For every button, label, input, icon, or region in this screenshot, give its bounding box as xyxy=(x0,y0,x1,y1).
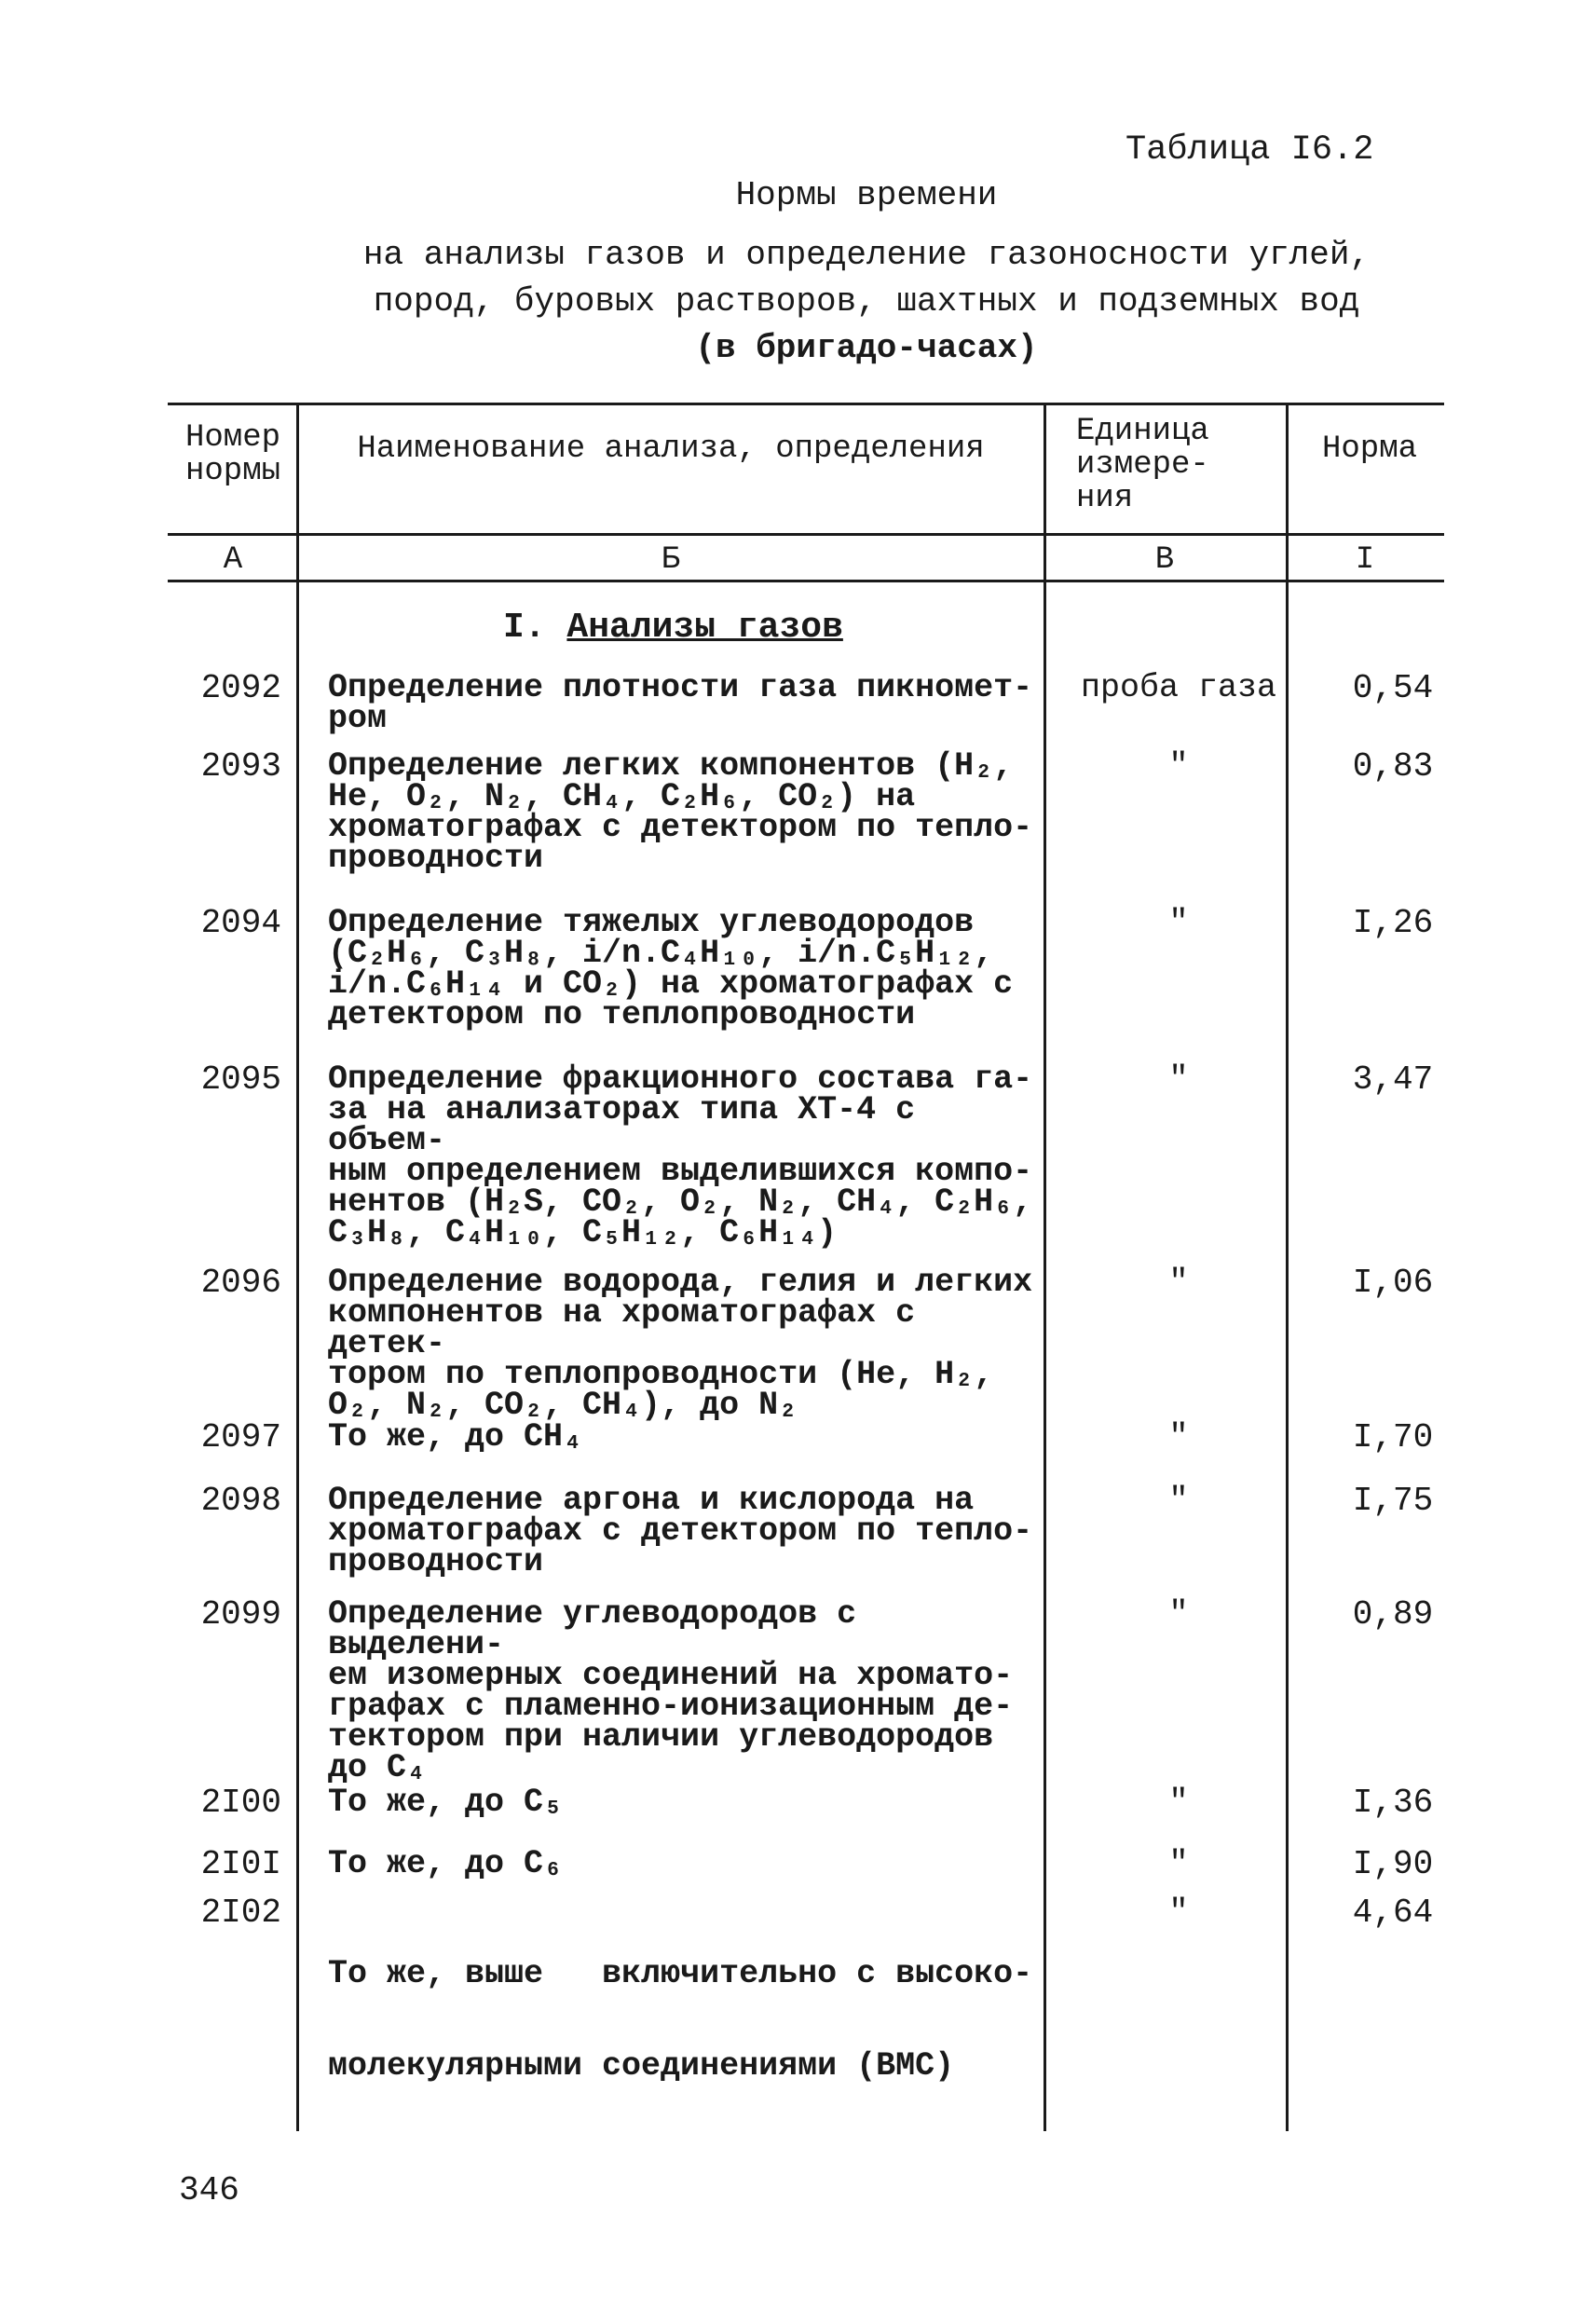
row-number: 2097 xyxy=(200,1418,281,1456)
row-unit: " xyxy=(1168,904,1189,941)
row-number: 2096 xyxy=(200,1264,281,1302)
row-number: 2093 xyxy=(200,747,281,786)
row-norm: 4,64 xyxy=(1352,1894,1434,1932)
row-number: 2I0I xyxy=(200,1845,281,1883)
row-norm: 3,47 xyxy=(1352,1060,1434,1099)
row-name-line: Определение тяжелых углеводородов xyxy=(328,904,975,941)
page-number: 346 xyxy=(179,2171,239,2209)
row-norm: 0,89 xyxy=(1352,1595,1434,1634)
row-norm: 0,83 xyxy=(1352,747,1434,786)
header-bottom-rule xyxy=(168,533,1444,536)
row-name xyxy=(328,669,1045,737)
header-unit-line-1: Единица xyxy=(1076,414,1209,449)
row-name-line: ром xyxy=(328,700,388,737)
title-line-4: (в бригадо-часах) xyxy=(695,329,1038,367)
row-name-line: i/n.C₆H₁₄ и CO₂) на хроматографах с xyxy=(328,965,1014,1003)
column-letter-i: I xyxy=(1355,542,1375,578)
row-name-line: Определение аргона и кислорода на xyxy=(328,1482,975,1519)
row-norm: I,06 xyxy=(1352,1264,1434,1302)
row-number: 2098 xyxy=(200,1482,281,1520)
row-name-line: C₃H₈, C₄H₁₀, C₅H₁₂, C₆H₁₄) xyxy=(328,1214,838,1251)
row-name xyxy=(328,1845,1045,1882)
row-unit: " xyxy=(1168,1482,1189,1519)
row-unit: " xyxy=(1168,747,1189,785)
row-norm: I,90 xyxy=(1352,1845,1434,1883)
row-name-line: Определение легких компонентов (H₂, xyxy=(328,747,1014,785)
header-unit-line-3: ния xyxy=(1076,481,1134,516)
row-name-line: нентов (H₂S, CO₂, O₂, N₂, CH₄, C₂H₆, xyxy=(328,1183,1033,1221)
row-name xyxy=(328,1897,1045,2113)
row-norm: I,26 xyxy=(1352,904,1434,942)
row-name-line: детектором по теплопроводности xyxy=(328,996,916,1033)
row-name-line: компонентов на хроматографах с детек- xyxy=(328,1294,916,1362)
row-unit: " xyxy=(1168,1894,1189,1931)
title-line-3: пород, буровых растворов, шахтных и подземных вод xyxy=(373,282,1360,321)
header-number-of-norm xyxy=(172,421,293,488)
row-name xyxy=(328,1482,1045,1580)
row-unit: " xyxy=(1168,1060,1189,1098)
column-letter-b: Б xyxy=(661,542,681,578)
row-norm: 0,54 xyxy=(1352,669,1434,707)
row-name-line: Определение плотности газа пикномет- xyxy=(328,669,1033,706)
header-number-line-2: нормы xyxy=(184,454,281,489)
row-name-line: Определение водорода, гелия и легких xyxy=(328,1264,1033,1301)
row-number: 2I02 xyxy=(200,1894,281,1932)
header-norm: Норма xyxy=(1321,431,1418,467)
row-number: 2099 xyxy=(200,1595,281,1634)
row-name xyxy=(328,1595,1045,1786)
row-name xyxy=(328,904,1045,1033)
row-unit: " xyxy=(1168,1595,1189,1633)
row-unit: " xyxy=(1168,1264,1189,1301)
row-name-line: O₂, N₂, CO₂, CH₄), до N₂ xyxy=(328,1387,798,1424)
row-name-line: (C₂H₆, C₃H₈, i/n.C₄H₁₀, i/n.C₅H₁₂, xyxy=(328,935,994,972)
row-name-line: То же, выше включительно с высоко- xyxy=(328,1955,1033,1992)
row-name-line: проводности xyxy=(328,1543,544,1580)
row-name xyxy=(328,747,1045,877)
header-unit-line-2: измере- xyxy=(1076,447,1209,483)
row-number: 2092 xyxy=(200,669,281,707)
row-unit: " xyxy=(1168,1845,1189,1882)
row-name-line: хроматографах с детектором по тепло- xyxy=(328,1512,1033,1550)
row-name-line: Определение фракционного состава га- xyxy=(328,1060,1033,1098)
row-name-line: ным определением выделившихся компо- xyxy=(328,1153,1033,1190)
row-norm: I,75 xyxy=(1352,1482,1434,1520)
title-line-2: на анализы газов и определение газоносности углей, xyxy=(362,236,1371,274)
header-number-line-1: Номер xyxy=(184,420,281,456)
row-name-line: He, O₂, N₂, CH₄, C₂H₆, CO₂) на xyxy=(328,778,916,815)
section-name: Анализы газов xyxy=(566,608,843,648)
row-name-line: молекулярными соединениями (ВМС) xyxy=(328,2047,955,2085)
header-analysis-name: Наименование анализа, определения xyxy=(357,431,985,467)
header-unit xyxy=(1076,415,1262,515)
row-unit: " xyxy=(1168,1418,1189,1456)
title-line-1: Нормы времени xyxy=(735,176,998,214)
row-name-line: графах с пламенно-ионизационным де- xyxy=(328,1688,1014,1725)
row-number: 2I00 xyxy=(200,1784,281,1822)
row-name-line: хроматографах с детектором по тепло- xyxy=(328,809,1033,846)
row-name-line: То же, до C₅ xyxy=(328,1784,564,1821)
row-name-line: ем изомерных соединений на хромато- xyxy=(328,1657,1014,1694)
row-name xyxy=(328,1784,1045,1821)
letters-bottom-rule xyxy=(168,580,1444,582)
row-number: 2095 xyxy=(200,1060,281,1099)
column-letter-v: В xyxy=(1154,542,1175,578)
table-label: Таблица I6.2 xyxy=(1125,130,1374,170)
row-name-line: за на анализаторах типа ХТ-4 с объем- xyxy=(328,1091,916,1159)
row-norm: I,36 xyxy=(1352,1784,1434,1822)
row-name-line: тектором при наличии углеводородов xyxy=(328,1718,994,1756)
section-number: I. xyxy=(503,608,546,648)
row-unit: проба газа xyxy=(1080,669,1277,706)
row-unit: " xyxy=(1168,1784,1189,1821)
row-name xyxy=(328,1418,1045,1456)
row-name-line: То же, до CH₄ xyxy=(328,1418,583,1456)
row-name-line: проводности xyxy=(328,840,544,877)
row-number: 2094 xyxy=(200,904,281,942)
row-name-line: до C₄ xyxy=(328,1749,427,1786)
table-top-rule xyxy=(168,403,1444,405)
row-name-line: То же, до C₆ xyxy=(328,1845,564,1882)
row-norm: I,70 xyxy=(1352,1418,1434,1456)
section-title xyxy=(503,608,843,648)
row-name xyxy=(328,1264,1045,1424)
column-divider-1 xyxy=(296,403,299,2131)
column-letter-a: А xyxy=(223,542,243,578)
row-name xyxy=(328,1060,1045,1251)
row-name-line: Определение углеводородов с выделени- xyxy=(328,1595,857,1663)
row-name-line: тором по теплопроводности (He, H₂, xyxy=(328,1356,994,1393)
